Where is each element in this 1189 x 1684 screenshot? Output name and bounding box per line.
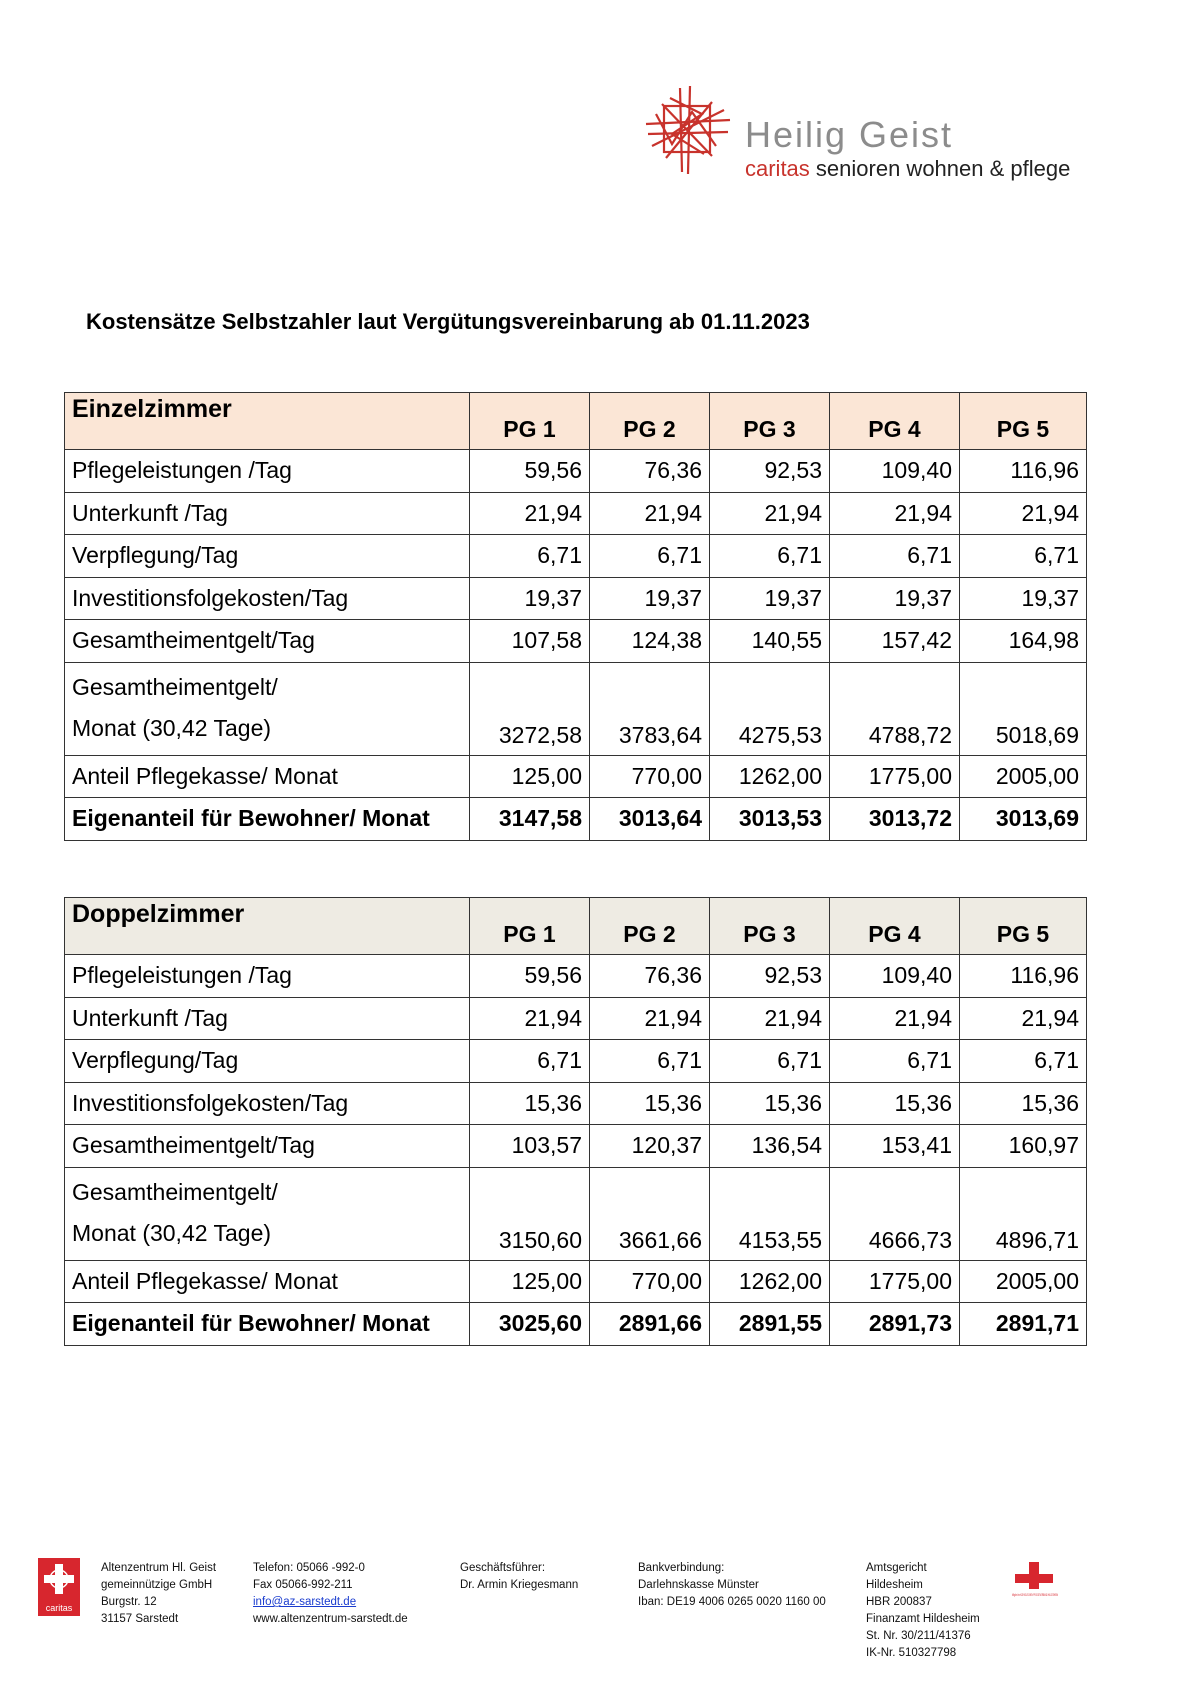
cost-value-cell: 160,97 [960,1125,1087,1168]
footer-bank-line: Darlehnskasse Münster [638,1579,759,1591]
table-row [65,1040,1087,1083]
cost-value-cell: 21,94 [960,997,1087,1040]
cost-value-cell: 109,40 [830,450,960,493]
cost-value-cell: 3150,60 [470,1167,590,1260]
cost-value-cell: 15,36 [470,1082,590,1125]
cost-value-cell: 2891,66 [590,1303,710,1346]
cost-value-cell: 107,58 [470,620,590,663]
footer-bank [638,1560,826,1611]
table-row [65,662,1087,755]
cost-value-cell: 6,71 [470,535,590,578]
care-level-header: PG 3 [710,393,830,450]
table-row [65,755,1087,798]
footer-address-line: Burgstr. 12 [101,1596,157,1608]
cross-emblem-icon [642,84,734,176]
table-row [65,1260,1087,1303]
cost-value-cell: 4666,73 [830,1167,960,1260]
room-type-heading: Doppelzimmer [65,898,470,955]
cost-value-cell: 1775,00 [830,755,960,798]
cost-value-cell: 21,94 [470,997,590,1040]
footer-address [101,1560,216,1628]
cost-value-cell: 59,56 [470,955,590,998]
pflegeverband-logo-icon [1011,1560,1059,1608]
logo-name: Heilig Geist [745,114,954,155]
footer-court [866,1560,980,1662]
footer-address-line: gemeinnützige GmbH [101,1579,213,1591]
cost-value-cell: 92,53 [710,955,830,998]
cost-value-cell: 6,71 [960,1040,1087,1083]
footer-fax: Fax 05066-992-211 [253,1579,353,1591]
cost-value-cell: 109,40 [830,955,960,998]
row-label: Anteil Pflegekasse/ Monat [65,755,470,798]
footer-court-line: HBR 200837 [866,1596,932,1608]
cost-value-cell: 4896,71 [960,1167,1087,1260]
footer-court-line: St. Nr. 30/211/41376 [866,1630,971,1642]
cost-value-cell: 6,71 [590,1040,710,1083]
cost-value-cell: 6,71 [590,535,710,578]
cost-value-cell: 15,36 [960,1082,1087,1125]
cost-value-cell: 3025,60 [470,1303,590,1346]
double-room-table [64,897,1087,1346]
cost-value-cell: 59,56 [470,450,590,493]
logo-caritas: caritas [745,156,810,181]
cost-value-cell: 21,94 [830,997,960,1040]
cost-value-cell: 2891,55 [710,1303,830,1346]
cost-value-cell: 770,00 [590,755,710,798]
cost-value-cell: 3783,64 [590,662,710,755]
table-row [65,492,1087,535]
logo-subtitle [745,156,1070,182]
care-level-header: PG 1 [470,898,590,955]
cost-value-cell: 6,71 [830,1040,960,1083]
row-label: Pflegeleistungen /Tag [65,955,470,998]
table-row [65,577,1087,620]
table-row [65,798,1087,841]
cost-value-cell: 3661,66 [590,1167,710,1260]
care-level-header: PG 4 [830,393,960,450]
cost-value-cell: 2891,71 [960,1303,1087,1346]
cost-value-cell: 3272,58 [470,662,590,755]
row-label: Unterkunft /Tag [65,997,470,1040]
cost-value-cell: 19,37 [960,577,1087,620]
cost-value-cell: 1262,00 [710,755,830,798]
room-type-heading: Einzelzimmer [65,393,470,450]
footer-phone: Telefon: 05066 -992-0 [253,1562,365,1574]
care-level-header: PG 4 [830,898,960,955]
row-label: Gesamtheimentgelt/Tag [65,620,470,663]
cost-value-cell: 6,71 [470,1040,590,1083]
footer-bank-line: Bankverbindung: [638,1562,725,1574]
cost-value-cell: 140,55 [710,620,830,663]
cost-value-cell: 5018,69 [960,662,1087,755]
footer-manager [460,1560,578,1594]
row-label: Verpflegung/Tag [65,535,470,578]
pflegeverband-logo-text: Mitglied im KATHOLISCHEN PFLEGEVERBAND HILDESHEIM [1012,1592,1058,1597]
cost-value-cell: 76,36 [590,450,710,493]
cost-value-cell: 2005,00 [960,1260,1087,1303]
care-level-header: PG 2 [590,898,710,955]
cost-value-cell: 164,98 [960,620,1087,663]
cost-value-cell: 3013,69 [960,798,1087,841]
cost-value-cell: 21,94 [590,492,710,535]
cost-value-cell: 15,36 [830,1082,960,1125]
cost-value-cell: 2005,00 [960,755,1087,798]
single-room-table [64,392,1087,841]
footer-email-link[interactable]: info@az-sarstedt.de [253,1596,357,1608]
care-level-header: PG 1 [470,393,590,450]
care-level-header: PG 3 [710,898,830,955]
cost-value-cell: 19,37 [710,577,830,620]
cost-value-cell: 76,36 [590,955,710,998]
document-title: Kostensätze Selbstzahler laut Vergütungsvereinbarung ab 01.11.2023 [86,309,810,334]
cost-value-cell: 3013,64 [590,798,710,841]
footer-website: www.altenzentrum-sarstedt.de [253,1613,408,1625]
footer-manager-line: Geschäftsführer: [460,1562,546,1574]
cost-value-cell: 125,00 [470,1260,590,1303]
care-level-header: PG 2 [590,393,710,450]
row-label: Gesamtheimentgelt/Tag [65,1125,470,1168]
footer-contact [253,1560,408,1628]
footer-court-line: IK-Nr. 510327798 [866,1647,957,1659]
cost-value-cell: 136,54 [710,1125,830,1168]
cost-value-cell: 3013,72 [830,798,960,841]
footer-court-line: Amtsgericht [866,1562,927,1574]
table-row [65,1082,1087,1125]
cost-value-cell: 770,00 [590,1260,710,1303]
cost-value-cell: 21,94 [590,997,710,1040]
row-label: Investitionsfolgekosten/Tag [65,1082,470,1125]
cost-value-cell: 21,94 [710,997,830,1040]
footer-court-line: Hildesheim [866,1579,923,1591]
cost-value-cell: 21,94 [710,492,830,535]
cost-value-cell: 1775,00 [830,1260,960,1303]
row-label: Investitionsfolgekosten/Tag [65,577,470,620]
care-level-header: PG 5 [960,393,1087,450]
row-label: Eigenanteil für Bewohner/ Monat [65,1303,470,1346]
cost-value-cell: 21,94 [960,492,1087,535]
table-row [65,1125,1087,1168]
cost-value-cell: 153,41 [830,1125,960,1168]
care-level-header: PG 5 [960,898,1087,955]
cost-value-cell: 15,36 [590,1082,710,1125]
cost-value-cell: 19,37 [590,577,710,620]
footer-address-line: 31157 Sarstedt [101,1613,179,1625]
cost-value-cell: 1262,00 [710,1260,830,1303]
cost-value-cell: 6,71 [710,535,830,578]
row-label: Gesamtheimentgelt/ Monat (30,42 Tage) [65,662,470,755]
cost-value-cell: 21,94 [470,492,590,535]
cost-value-cell: 116,96 [960,955,1087,998]
caritas-logo-icon [38,1558,80,1616]
row-label: Eigenanteil für Bewohner/ Monat [65,798,470,841]
cost-value-cell: 15,36 [710,1082,830,1125]
caritas-logo-text: caritas [45,1603,73,1613]
cost-value-cell: 19,37 [470,577,590,620]
table-row [65,997,1087,1040]
cost-value-cell: 6,71 [710,1040,830,1083]
heilig-geist-logo [642,84,1102,184]
table-row [65,535,1087,578]
cost-value-cell: 116,96 [960,450,1087,493]
cost-value-cell: 125,00 [470,755,590,798]
table-row [65,620,1087,663]
cost-value-cell: 103,57 [470,1125,590,1168]
row-label: Verpflegung/Tag [65,1040,470,1083]
row-label: Unterkunft /Tag [65,492,470,535]
footer-manager-line: Dr. Armin Kriegesmann [460,1579,579,1591]
row-label: Pflegeleistungen /Tag [65,450,470,493]
cost-value-cell: 4153,55 [710,1167,830,1260]
cost-value-cell: 2891,73 [830,1303,960,1346]
cost-value-cell: 3013,53 [710,798,830,841]
cost-value-cell: 4788,72 [830,662,960,755]
table-row [65,955,1087,998]
table-row [65,1303,1087,1346]
logo-subtitle-rest: senioren wohnen & pflege [815,156,1071,181]
cost-value-cell: 92,53 [710,450,830,493]
row-label: Gesamtheimentgelt/ Monat (30,42 Tage) [65,1167,470,1260]
cost-value-cell: 6,71 [830,535,960,578]
cost-value-cell: 3147,58 [470,798,590,841]
cost-value-cell: 21,94 [830,492,960,535]
cost-value-cell: 4275,53 [710,662,830,755]
cost-value-cell: 120,37 [590,1125,710,1168]
footer-bank-line: Iban: DE19 4006 0265 0020 1160 00 [638,1596,826,1608]
cost-value-cell: 157,42 [830,620,960,663]
cost-value-cell: 6,71 [960,535,1087,578]
footer-address-line: Altenzentrum Hl. Geist [101,1562,217,1574]
row-label: Anteil Pflegekasse/ Monat [65,1260,470,1303]
footer-court-line: Finanzamt Hildesheim [866,1613,980,1625]
cost-value-cell: 124,38 [590,620,710,663]
table-row [65,450,1087,493]
cost-value-cell: 19,37 [830,577,960,620]
table-row [65,1167,1087,1260]
